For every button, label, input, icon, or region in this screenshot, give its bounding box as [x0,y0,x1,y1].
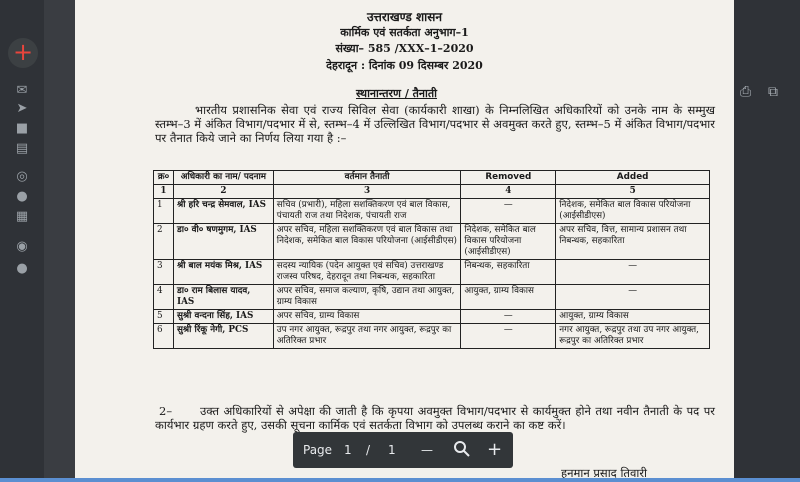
magnifier-icon [453,440,471,458]
header-line1: उत्तराखण्ड शासन [366,10,443,24]
cell-serial: 5 [154,310,174,324]
current-page-input[interactable]: 1 [344,443,352,457]
page-separator: / [366,443,371,457]
col-number: 4 [461,185,556,199]
cell-current: सचिव (प्रभारी), महिला सशक्तिकरण एवं बाल विकास, पंचायती राज तथा निदेशक, पंचायती राज [273,199,461,224]
cell-added: अपर सचिव, वित्त, सामान्य प्रशासन तथा निबन्धक, सहकारिता [556,224,710,260]
cell-added: आयुक्त, ग्राम्य विकास [556,310,710,324]
date-line: देहरादून : दिनांक 09 दिसम्बर 2020 [326,59,483,72]
cell-officer: सुश्री वन्दना सिंह, IAS [173,310,273,324]
cell-removed: — [461,199,556,224]
cell-added: — [556,285,710,310]
paragraph-number: 2– [159,404,173,418]
zoom-fit-button[interactable] [453,440,471,461]
cell-officer: डा० वी० षणमुगम, IAS [173,224,273,260]
subject: स्थानान्तरण / तैनाती [355,87,438,100]
table-number-row [154,185,710,199]
table-row [154,260,710,285]
cell-added: नगर आयुक्त, रूद्रपुर तथा उप नगर आयुक्त, रूद्रपुर का अतिरिक्त प्रभार [556,324,710,349]
table-header-row [154,171,710,185]
cell-officer: श्री बाल मयंक मिश्र, IAS [173,260,273,285]
col-number: 2 [173,185,273,199]
col-header-serial: क्र० [154,171,174,185]
left-rail [0,0,44,482]
transfer-table [153,170,710,349]
document-page [75,0,734,478]
cell-removed: निबन्धक, सहकारिता [461,260,556,285]
signatory-name: हनमान प्रसाद तिवारी [561,466,648,478]
mail-icon[interactable]: ✉ [16,83,28,98]
table-row [154,324,710,349]
keyboard-icon[interactable]: ▦ [15,209,29,224]
label-icon[interactable]: ■ [15,121,29,136]
col-number: 1 [154,185,174,199]
cell-removed: आयुक्त, ग्राम्य विकास [461,285,556,310]
col-number: 5 [556,185,710,199]
bottom-accent-bar [0,478,800,482]
cell-removed: निदेशक, समेकित बाल विकास परियोजना (आईसीडीएस) [461,224,556,260]
cell-removed: — [461,324,556,349]
cell-current: सदस्य न्यायिक (पदेन आयुक्त एवं सचिव) उत्तराखण्ड राजस्व परिषद, देहरादून तथा निबन्धक, सहकारिता [273,260,461,285]
cell-officer: सुश्री रिंकू नेगी, PCS [173,324,273,349]
send-icon[interactable]: ➤ [16,101,28,116]
col-header-removed: Removed [461,171,556,185]
inbox-icon[interactable]: ▤ [15,141,29,156]
cell-current: अपर सचिव, महिला सशक्तिकरण एवं बाल विकास तथा निदेशक, समेकित बाल विकास परियोजना (आईसीडीएस) [273,224,461,260]
page-label: Page [303,443,333,457]
cell-serial: 4 [154,285,174,310]
cell-officer: श्री हरि चन्द्र सेमवाल, IAS [173,199,273,224]
col-header-added: Added [556,171,710,185]
table-row [154,310,710,324]
order-number: संख्या– 585 /XXX–1–2020 [335,42,474,55]
cell-added: निदेशक, समेकित बाल विकास परियोजना (आईसीडीएस) [556,199,710,224]
table-row [154,224,710,260]
avatar[interactable]: ● [16,261,28,276]
col-number: 3 [273,185,461,199]
right-rail [734,0,800,482]
closing-paragraph: उक्त अधिकारियों से अपेक्षा की जाती है कि कृपया अवमुक्त विभाग/पदभार से कार्यमुक्त होने तथा नवीन तैनाती के पद पर कार्यभार ग्रहण करते हुए, उसकी सूचना कार्मिक एवं सतर्कता विभाग को उपलब्ध कराने का कष्ट करें। [155,404,715,432]
table-row [154,199,710,224]
cell-added: — [556,260,710,285]
cell-serial: 3 [154,260,174,285]
col-header-current: वर्तमान तैनाती [273,171,461,185]
meet-icon[interactable]: ◉ [16,239,28,254]
col-header-name: अधिकारी का नाम/ पदनाम [173,171,273,185]
pdf-viewer-toolbar [293,432,513,468]
cell-serial: 1 [154,199,174,224]
cell-current: अपर सचिव, ग्राम्य विकास [273,310,461,324]
cell-serial: 2 [154,224,174,260]
header-line2: कार्मिक एवं सतर्कता अनुभाग–1 [340,26,469,39]
zoom-out-button[interactable]: — [421,443,433,457]
cell-removed: — [461,310,556,324]
cell-serial: 6 [154,324,174,349]
chat-icon[interactable]: ◎ [16,169,28,184]
total-pages: 1 [388,443,396,457]
cell-current: अपर सचिव, समाज कल्याण, कृषि, उद्यान तथा आयुक्त, ग्राम्य विकास [273,285,461,310]
open-in-new-icon[interactable]: ⧉ [768,84,778,100]
intro-paragraph: भारतीय प्रशासनिक सेवा एवं राज्य सिविल सेवा (कार्यकारी शाखा) के निम्नलिखित अधिकारियों को उनके नाम के सम्मुख स्तम्भ–3 में अंकित विभाग/पदभार में से, स्तम्भ–4 में उल्लिखित विभाग/पदभार से अवमुक्त करते हुए, स्तम्भ–5 में अंकित विभाग/पदभार पर तैनात किये जाने का निर्णय लिया गया है :– [155,103,715,145]
zoom-in-button[interactable]: + [487,439,503,460]
add-icon[interactable]: + [8,38,38,68]
cell-officer: डा० राम बिलास यादव, IAS [173,285,273,310]
print-icon[interactable]: ⎙ [740,84,752,100]
table-row [154,285,710,310]
cell-current: उप नगर आयुक्त, रूद्रपुर तथा नगर आयुक्त, रूद्रपुर का अतिरिक्त प्रभार [273,324,461,349]
tag-icon[interactable]: ● [16,189,28,204]
